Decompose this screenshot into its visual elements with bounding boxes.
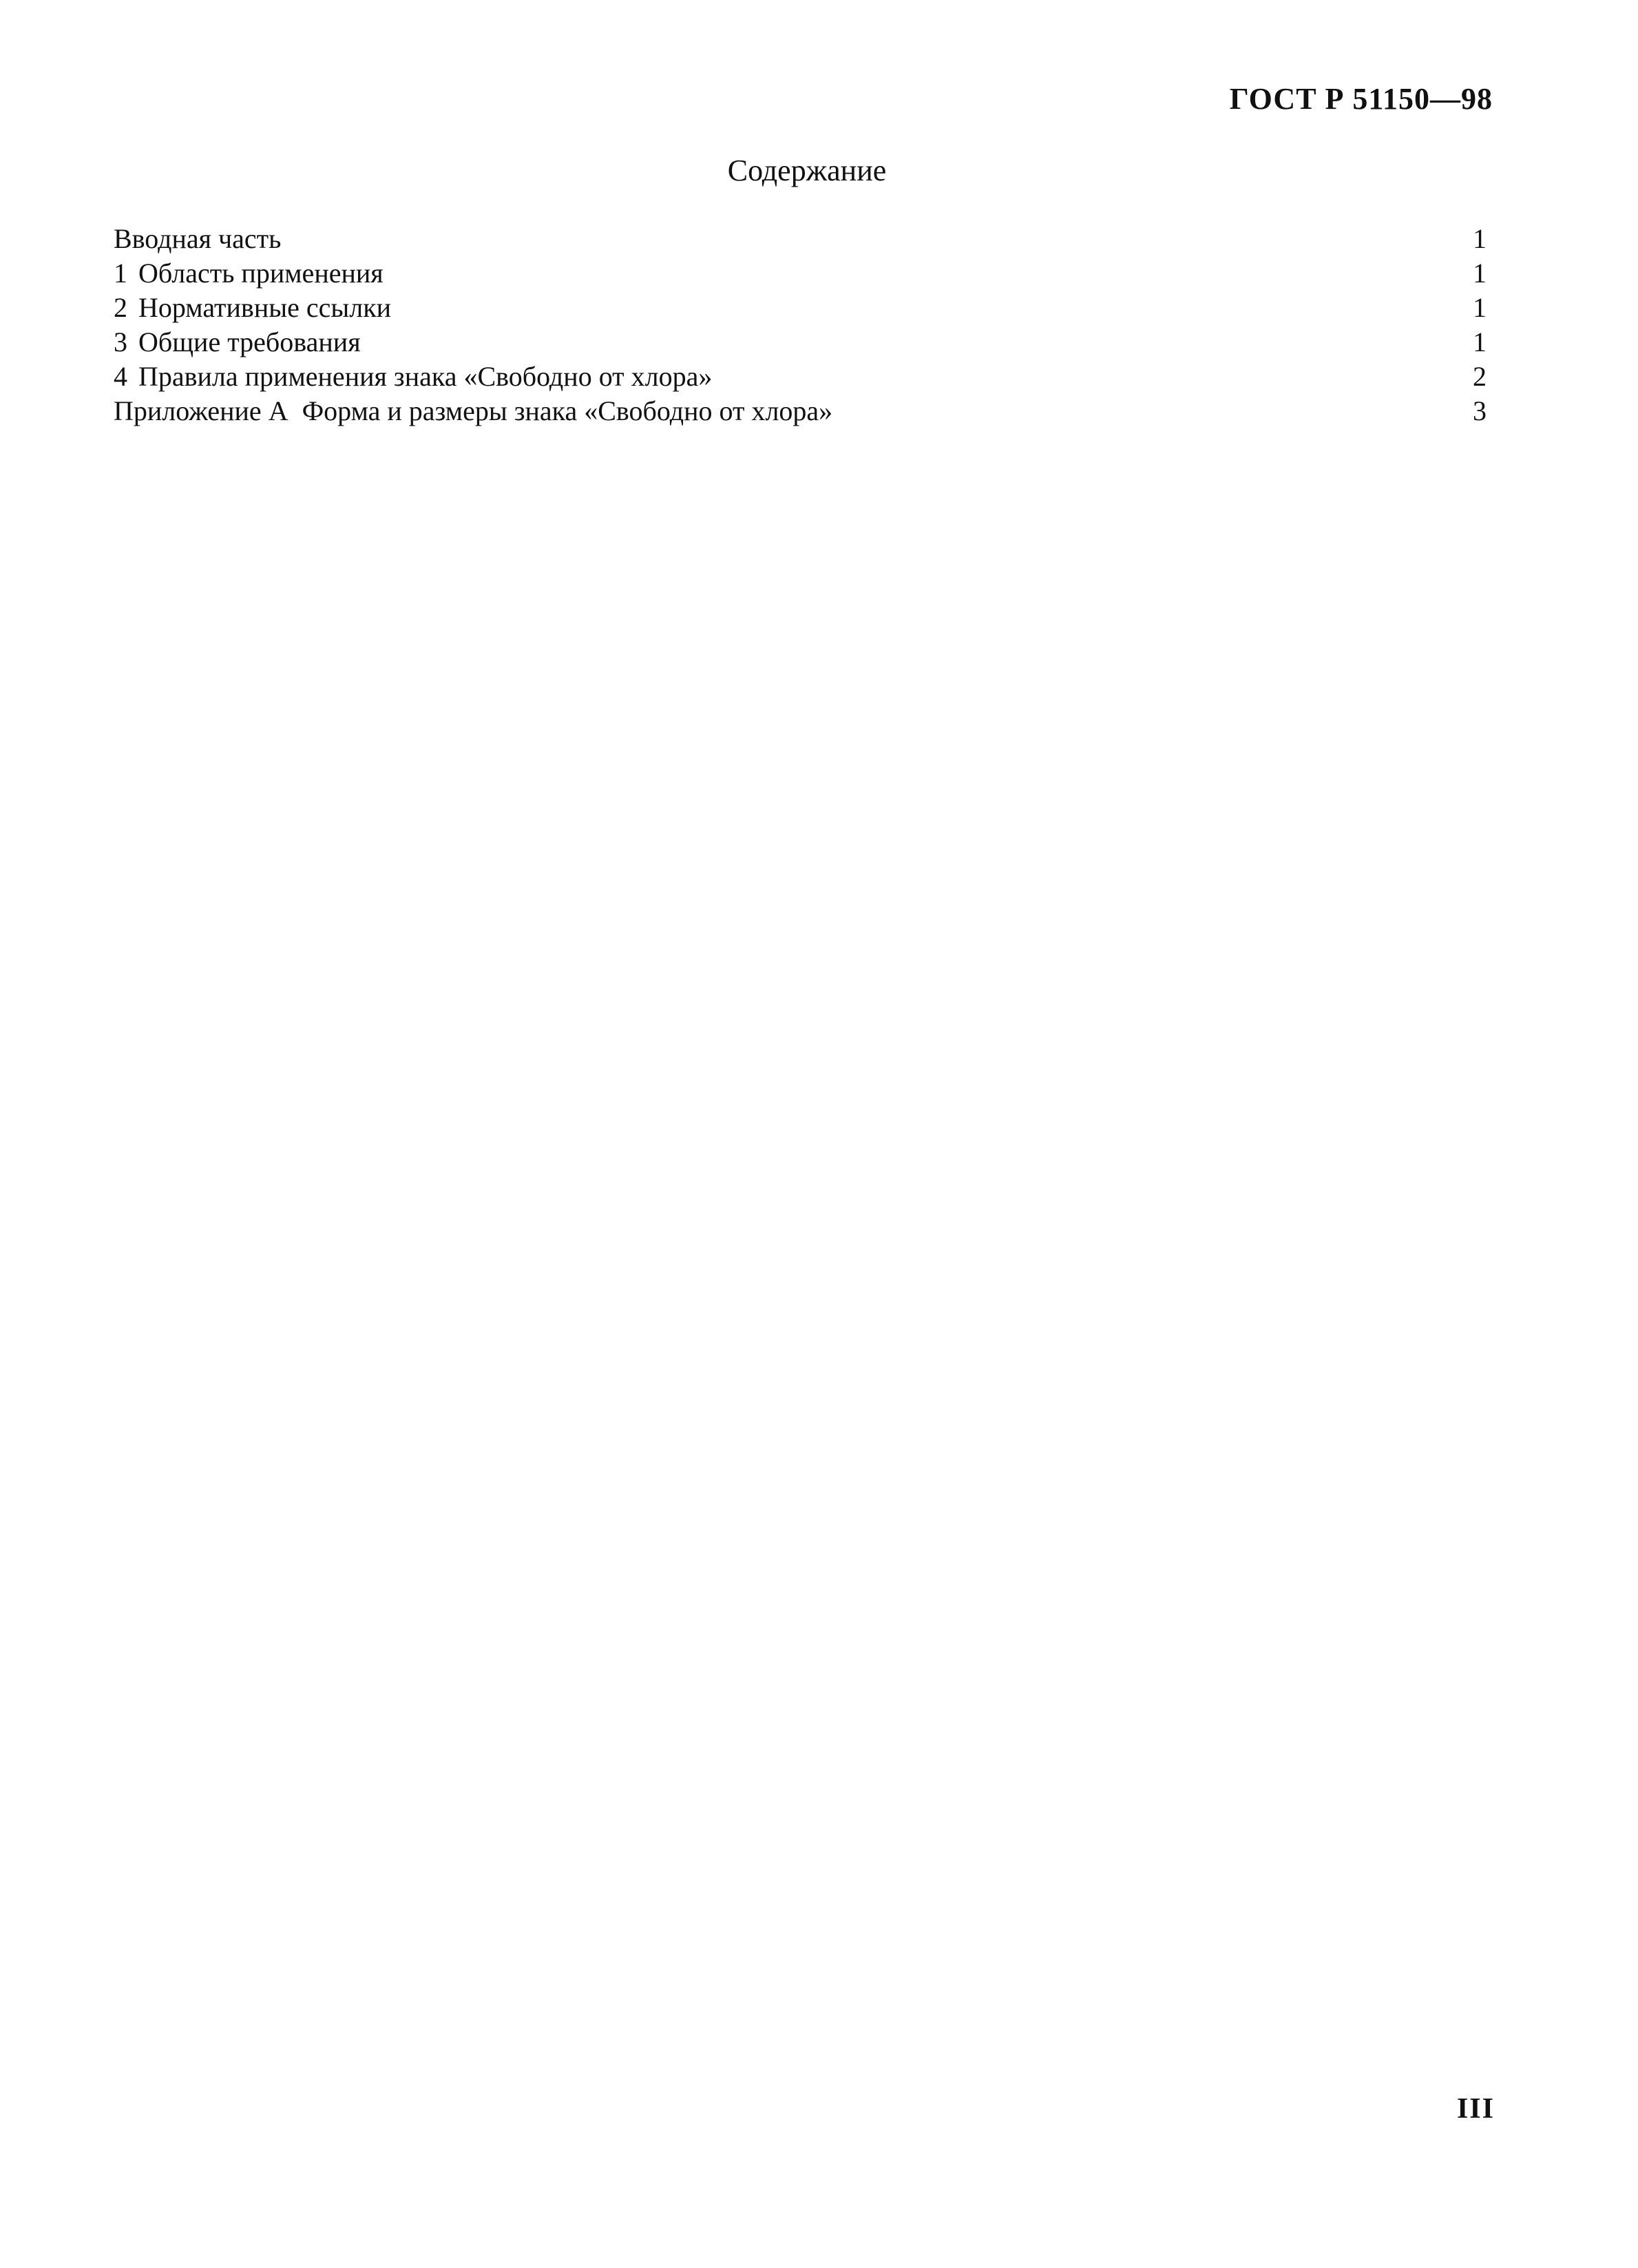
- toc-entry-label: Вводная часть: [114, 223, 282, 254]
- page-number: III: [1456, 2093, 1495, 2125]
- toc-dot-leader: [399, 294, 1463, 322]
- toc-dot-leader: [369, 329, 1463, 356]
- toc-entry-label: Приложение А Форма и размеры знака «Свободно от хлора»: [114, 395, 833, 426]
- toc-entry-label: Область применения: [138, 258, 384, 289]
- toc-entry-label: Правила применения знака «Свободно от хлора»: [138, 361, 713, 392]
- toc-entry-page: 2: [1473, 361, 1487, 392]
- toc-entry-page: 1: [1473, 326, 1487, 357]
- toc-entry-number: 4: [114, 361, 127, 392]
- toc-entry-label: Общие требования: [138, 326, 361, 357]
- toc-dot-leader: [392, 260, 1463, 287]
- table-of-contents: [114, 222, 1487, 428]
- toc-title: Содержание: [727, 154, 887, 187]
- toc-entry-general-requirements[interactable]: [114, 325, 1487, 360]
- toc-entry-number: 3: [114, 326, 127, 357]
- toc-entry-label: Нормативные ссылки: [138, 292, 392, 323]
- toc-entry-number: 2: [114, 292, 127, 323]
- toc-entry-page: 1: [1473, 258, 1487, 289]
- toc-entry-scope[interactable]: [114, 256, 1487, 291]
- toc-entry-page: 3: [1473, 395, 1487, 426]
- toc-dot-leader: [841, 397, 1463, 425]
- toc-entry-page: 1: [1473, 292, 1487, 323]
- toc-entry-appendix-a[interactable]: [114, 394, 1487, 428]
- toc-entry-normative-references[interactable]: [114, 291, 1487, 325]
- toc-entry-sign-rules[interactable]: [114, 360, 1487, 394]
- toc-entry-number: 1: [114, 258, 127, 289]
- toc-entry-page: 1: [1473, 223, 1487, 254]
- document-code: ГОСТ Р 51150—98: [1229, 82, 1493, 116]
- toc-entry-introduction[interactable]: [114, 222, 1487, 256]
- toc-dot-leader: [289, 225, 1463, 253]
- toc-dot-leader: [720, 363, 1463, 391]
